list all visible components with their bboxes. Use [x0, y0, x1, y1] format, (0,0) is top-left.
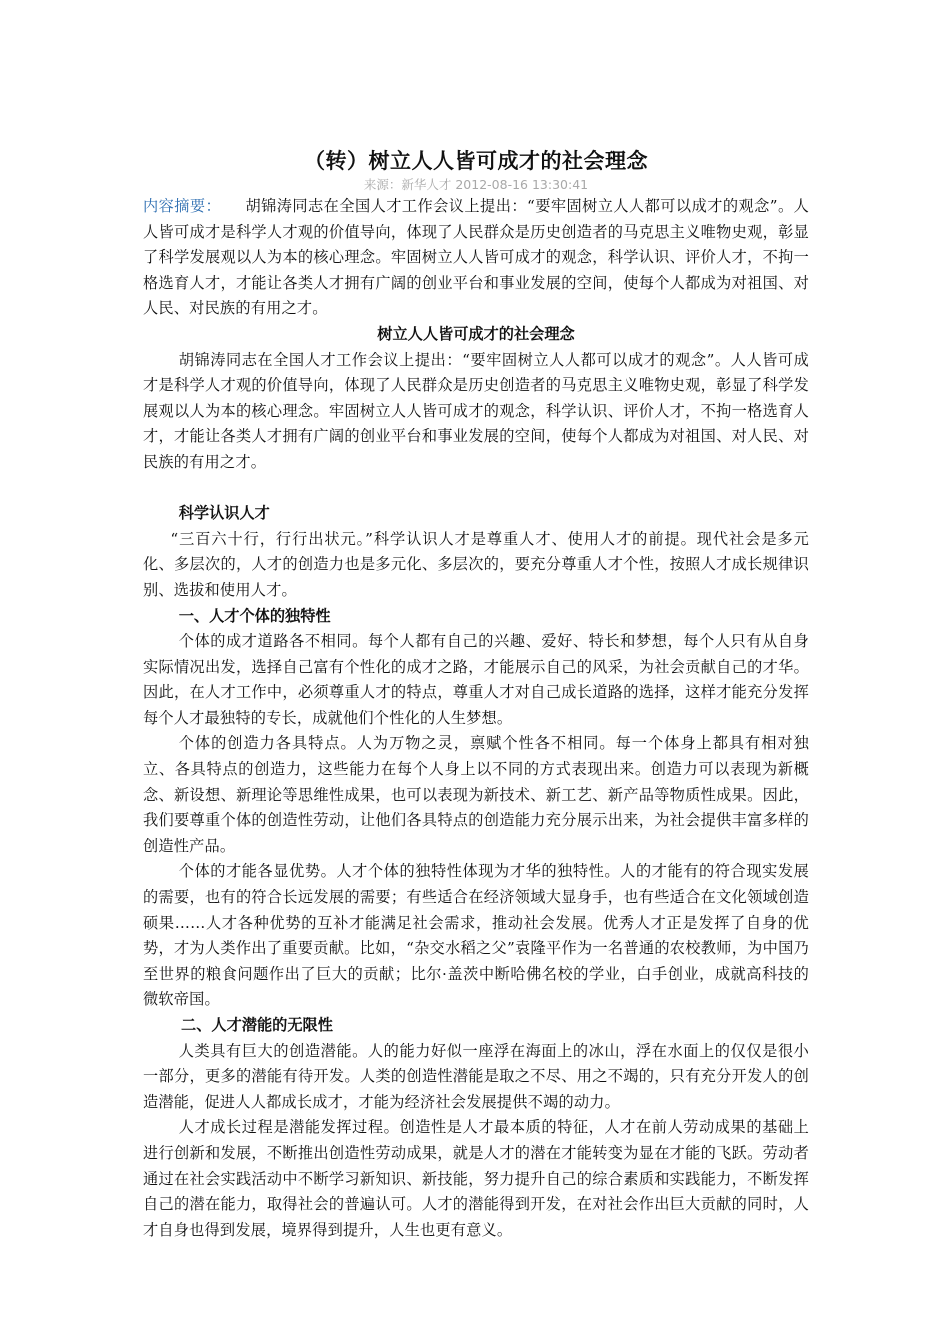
summary-text: 胡锦涛同志在全国人才工作会议上提出：“要牢固树立人人都可以成才的观念”。人人皆可成才是科学人才观的价值导向，体现了人民群众是历史创造者的马克思主义唯物史观，彰显了科学发展观以人为本的核心理念。牢固树立人人皆可成才的观念，科学认识、评价人才，不拘一格选育人才，才能让各类人才拥有广阔的创业平台和事业发展的空间，使每个人都成为对祖国、对人民、对民族的有用之才。	[143, 197, 809, 318]
document-title: （转）树立人人皆可成才的社会理念	[304, 149, 648, 173]
section-heading: 科学认识人才	[178, 504, 270, 523]
body-paragraph: 人才成长过程是潜能发挥过程。创造性是人才最本质的特征，人才在前人劳动成果的基础上进行创新和发展，不断推出创造性劳动成果，就是人才的潜在才能转变为显在才能的飞跃。劳动者通过在社会实践活动中不断学习新知识、新技能，努力提升自己的综合素质和实践能力，不断发挥自己的潜在能力，取得社会的普遍认可。人才的潜能得到开发，在对社会作出巨大贡献的同时，人才自身也得到发展，境界得到提升，人生也更有意义。	[143, 1118, 809, 1239]
intro-paragraph: 胡锦涛同志在全国人才工作会议上提出：“要牢固树立人人都可以成才的观念”。人人皆可成才是科学人才观的价值导向，体现了人民群众是历史创造者的马克思主义唯物史观，彰显了科学发展观以人为本的核心理念。牢固树立人人皆可成才的观念，科学认识、评价人才，不拘一格选育人才，才能让各类人才拥有广阔的创业平台和事业发展的空间，使每个人都成为对祖国、对人民、对民族的有用之才。	[143, 350, 809, 471]
source-line: 来源：新华人才 2012-08-16 13:30:41	[363, 177, 589, 192]
body-paragraph: 个体的创造力各具特点。人为万物之灵，禀赋个性各不相同。每一个体身上都具有相对独立、各具特点的创造力，这些能力在每个人身上以不同的方式表现出来。创造力可以表现为新概念、新设想、新理论等思维性成果，也可以表现为新技术、新工艺、新产品等物质性成果。因此，我们要尊重个体的创造性劳动，让他们各具特点的创造能力充分展示出来，为社会提供丰富多样的创造性产品。	[143, 734, 809, 855]
blank-line	[143, 476, 809, 502]
document-page	[143, 140, 809, 1243]
body-paragraph: 个体的成才道路各不相同。每个人都有自己的兴趣、爱好、特长和梦想，每个人只有从自身实际情况出发，选择自己富有个性化的成才之路，才能展示自己的风采，为社会贡献自己的才华。因此，在人才工作中，必须尊重人才的特点，尊重人才对自己成长道路的选择，这样才能充分发挥每个人才最独特的专长，成就他们个性化的人生梦想。	[143, 632, 809, 727]
body-paragraph: 人类具有巨大的创造潜能。人的能力好似一座浮在海面上的冰山，浮在水面上的仅仅是很小一部分，更多的潜能有待开发。人类的创造性潜能是取之不尽、用之不竭的，只有充分开发人的创造潜能，促进人人都成长成才，才能为经济社会发展提供不竭的动力。	[143, 1041, 809, 1111]
section-paragraph: “三百六十行，行行出状元。”科学认识人才是尊重人才、使用人才的前提。现代社会是多元化、多层次的，人才的创造力也是多元化、多层次的，要充分尊重人才个性，按照人才成长规律识别、选拔和使用人才。	[143, 529, 809, 599]
body-paragraph: 个体的才能各显优势。人才个体的独特性体现为才华的独特性。人的才能有的符合现实发展的需要，也有的符合长远发展的需要；有些适合在经济领域大显身手，也有些适合在文化领域创造硕果……人才各种优势的互补才能满足社会需求，推动社会发展。优秀人才正是发挥了自身的优势，才为人类作出了重要贡献。比如，“杂交水稻之父”袁隆平作为一名普通的农校教师，为中国乃至世界的粮食问题作出了巨大的贡献；比尔·盖茨中断哈佛名校的学业，白手创业，成就高科技的微软帝国。	[143, 862, 809, 1009]
subsection-heading-1: 一、人才个体的独特性	[178, 606, 331, 625]
summary-label: 内容摘要：	[143, 197, 222, 215]
center-heading: 树立人人皆可成才的社会理念	[377, 324, 575, 343]
subsection-heading-2: 二、人才潜能的无限性	[181, 1016, 333, 1034]
summary-paragraph	[143, 194, 809, 322]
